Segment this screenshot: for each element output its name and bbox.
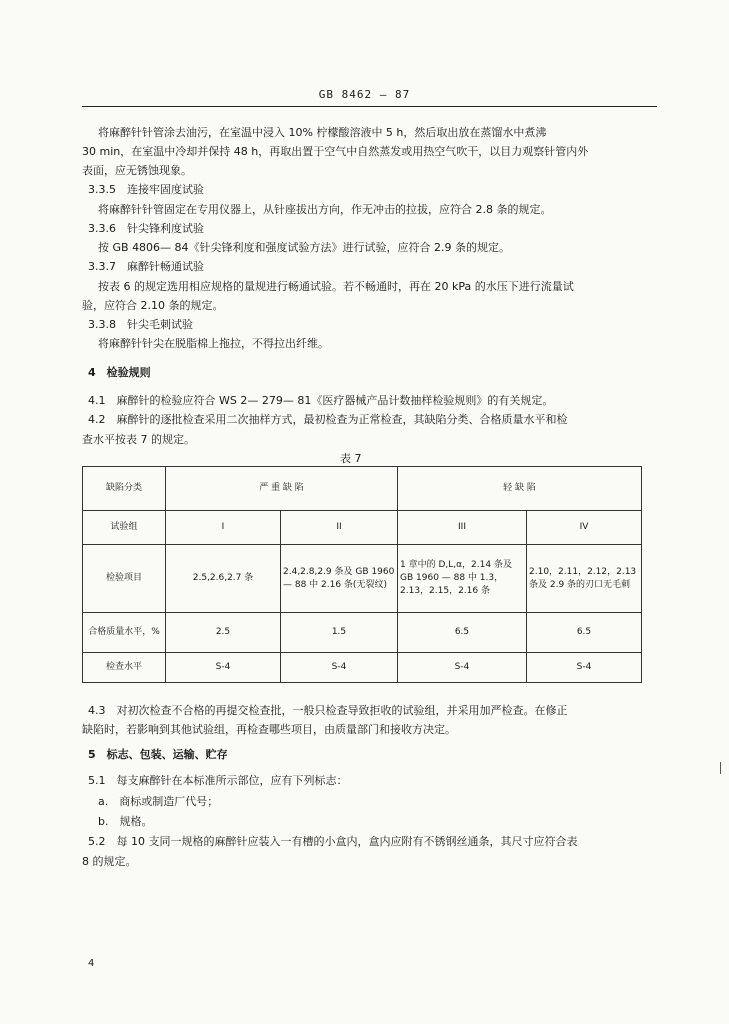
- table-header-inspection-level: 检查水平: [83, 653, 166, 683]
- table-cell-aql: 1.5: [281, 613, 398, 653]
- clause-4-3-line-2: 缺陷时，若影响到其他试验组，再检查哪些项目，由质量部门和接收方决定。: [82, 723, 456, 736]
- clause-5-2-line-2: 8 的规定。: [82, 855, 137, 868]
- clause-4-2-line-1: 4.2 麻醉针的逐批检查采用二次抽样方式，最初检查为正常检查，其缺陷分类、合格质量水平和检: [88, 413, 568, 426]
- table-cell-aql: 2.5: [166, 613, 281, 653]
- section-5-title: 5 标志、包装、运输、贮存: [88, 748, 228, 761]
- clause-4-2-line-2: 查水平按表 7 的规定。: [82, 433, 195, 446]
- paragraph-3-3-4-line-3: 表面，应无锈蚀现象。: [82, 164, 192, 177]
- section-4-title: 4 检验规则: [88, 366, 151, 379]
- table-cell-aql: 6.5: [398, 613, 527, 653]
- table-cell-item: 1 章中的 D,L,α，2.14 条及 GB 1960 — 88 中 1.3，2.13，2.15，2.16 条: [398, 545, 527, 613]
- section-3-3-7-line-1: 按表 6 的规定选用相应规格的量规进行畅通试验。若不畅通时，再在 20 kPa 的水压下进行流量试: [98, 280, 574, 293]
- section-3-3-7-line-2: 验，应符合 2.10 条的规定。: [82, 299, 224, 312]
- table-row: [83, 511, 642, 545]
- table-cell-group: I: [166, 511, 281, 545]
- table-header-inspection-items: 检验项目: [83, 545, 166, 613]
- section-3-3-5-body: 将麻醉针针管固定在专用仪器上，从针座拔出方向，作无冲击的拉拔，应符合 2.8 条的规定。: [98, 203, 552, 216]
- section-3-3-5-title: 3.3.5 连接牢固度试验: [88, 183, 204, 196]
- table-cell-item: 2.10，2.11，2.12，2.13 条及 2.9 条的刃口无毛刺: [527, 545, 642, 613]
- table-cell-group: II: [281, 511, 398, 545]
- standard-code-header: GB 8462 — 87: [318, 88, 411, 101]
- section-3-3-7-title: 3.3.7 麻醉针畅通试验: [88, 260, 204, 273]
- table-header-aql: 合格质量水平，%: [83, 613, 166, 653]
- table-cell-level: S-4: [527, 653, 642, 683]
- table-cell-group: IV: [527, 511, 642, 545]
- header-rule: [82, 106, 657, 107]
- section-3-3-8-body: 将麻醉针针尖在脱脂棉上拖拉，不得拉出纤维。: [98, 337, 329, 350]
- table-7: [82, 466, 642, 683]
- table-row: [83, 613, 642, 653]
- section-3-3-6-body: 按 GB 4806— 84《针尖锋利度和强度试验方法》进行试验，应符合 2.9 条的规定。: [98, 241, 511, 254]
- table-cell-item: 2.4,2.8,2.9 条及 GB 1960— 88 中 2.16 条(无裂纹): [281, 545, 398, 613]
- clause-5-1-b: b. 规格。: [98, 815, 153, 828]
- margin-mark: [720, 762, 721, 774]
- table-cell-aql: 6.5: [527, 613, 642, 653]
- table-row: [83, 653, 642, 683]
- table-cell-group: III: [398, 511, 527, 545]
- table-header-defect-class: 缺陷分类: [83, 467, 166, 511]
- clause-4-1: 4.1 麻醉针的检验应符合 WS 2— 279— 81《医疗器械产品计数抽样检验规则》的有关规定。: [88, 394, 554, 407]
- paragraph-3-3-4-line-2: 30 min，在室温中冷却并保持 48 h，再取出置于空气中自然蒸发或用热空气吹干，以目力观察针管内外: [82, 145, 589, 158]
- clause-5-1-a: a. 商标或制造厂代号；: [98, 795, 219, 808]
- table-header-test-group: 试验组: [83, 511, 166, 545]
- page-number: 4: [88, 958, 95, 969]
- table-cell-level: S-4: [398, 653, 527, 683]
- table-7-caption: 表 7: [340, 452, 362, 465]
- section-3-3-6-title: 3.3.6 针尖锋利度试验: [88, 222, 204, 235]
- section-3-3-8-title: 3.3.8 针尖毛刺试验: [88, 318, 193, 331]
- clause-5-2-line-1: 5.2 每 10 支同一规格的麻醉针应装入一有槽的小盒内，盒内应附有不锈钢丝通条，其尺寸应符合表: [88, 835, 578, 848]
- paragraph-3-3-4-line-1: 将麻醉针针管涂去油污，在室温中浸入 10% 柠檬酸溶液中 5 h，然后取出放在蒸馏水中煮沸: [98, 126, 547, 139]
- table-cell-level: S-4: [166, 653, 281, 683]
- clause-5-1: 5.1 每支麻醉针在本标准所示部位，应有下列标志：: [88, 774, 348, 787]
- table-cell-item: 2.5,2.6,2.7 条: [166, 545, 281, 613]
- table-row: [83, 545, 642, 613]
- table-row: [83, 467, 642, 511]
- clause-4-3-line-1: 4.3 对初次检查不合格的再提交检查批，一般只检查导致拒收的试验组，并采用加严检查。在修正: [88, 704, 568, 717]
- table-header-minor-defect: 轻 缺 陷: [398, 467, 642, 511]
- table-cell-level: S-4: [281, 653, 398, 683]
- table-header-major-defect: 严 重 缺 陷: [166, 467, 398, 511]
